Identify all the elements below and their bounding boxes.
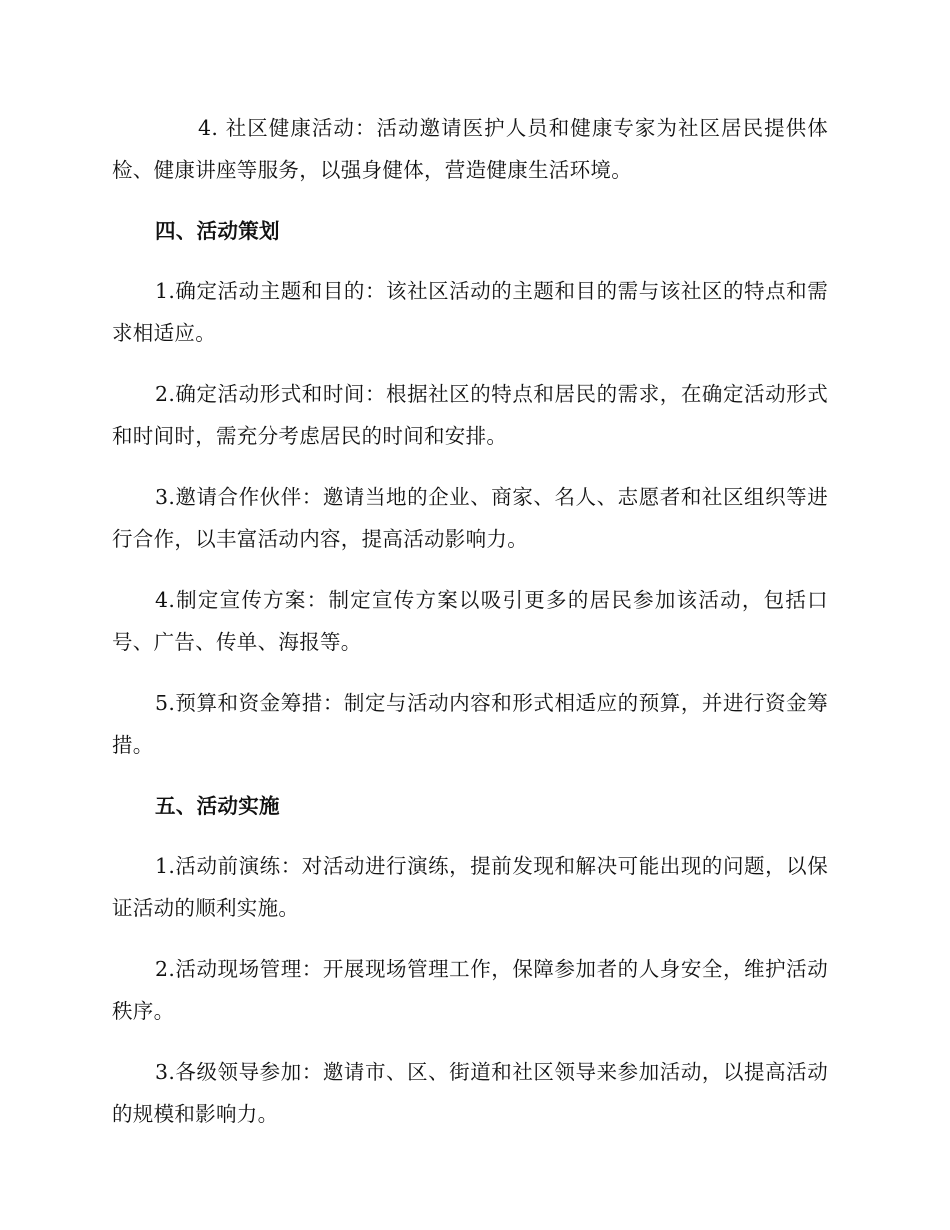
item-number: 4. bbox=[198, 116, 219, 140]
document-body bbox=[112, 107, 828, 1154]
paragraph-implementation-2: 2.活动现场管理：开展现场管理工作，保障参加者的人身安全，维护活动秩序。 bbox=[112, 957, 828, 1023]
paragraph-planning-1: 1.确定活动主题和目的：该社区活动的主题和目的需与该社区的特点和需求相适应。 bbox=[112, 279, 828, 345]
paragraph-implementation-3: 3.各级领导参加：邀请市、区、街道和社区领导来参加活动，以提高活动的规模和影响力。 bbox=[112, 1060, 828, 1126]
paragraph-implementation-1: 1.活动前演练：对活动进行演练，提前发现和解决可能出现的问题，以保证活动的顺利实施。 bbox=[112, 854, 828, 920]
paragraph-planning-2: 2.确定活动形式和时间：根据社区的特点和居民的需求，在确定活动形式和时间时，需充分考虑居民的时间和安排。 bbox=[112, 382, 828, 448]
paragraph-planning-3: 3.邀请合作伙伴：邀请当地的企业、商家、名人、志愿者和社区组织等进行合作，以丰富活动内容，提高活动影响力。 bbox=[112, 485, 828, 551]
paragraph-planning-5: 5.预算和资金筹措：制定与活动内容和形式相适应的预算，并进行资金筹措。 bbox=[112, 691, 828, 757]
section-heading-planning: 四、活动策划 bbox=[155, 219, 280, 243]
section-heading-implementation: 五、活动实施 bbox=[155, 794, 280, 818]
paragraph-planning-4: 4.制定宣传方案：制定宣传方案以吸引更多的居民参加该活动，包括口号、广告、传单、海报等。 bbox=[112, 588, 828, 654]
paragraph-community-health bbox=[112, 107, 828, 191]
paragraph-text: 社区健康活动：活动邀请医护人员和健康专家为社区居民提供体检、健康讲座等服务，以强身健体，营造健康生活环境。 bbox=[112, 116, 828, 182]
